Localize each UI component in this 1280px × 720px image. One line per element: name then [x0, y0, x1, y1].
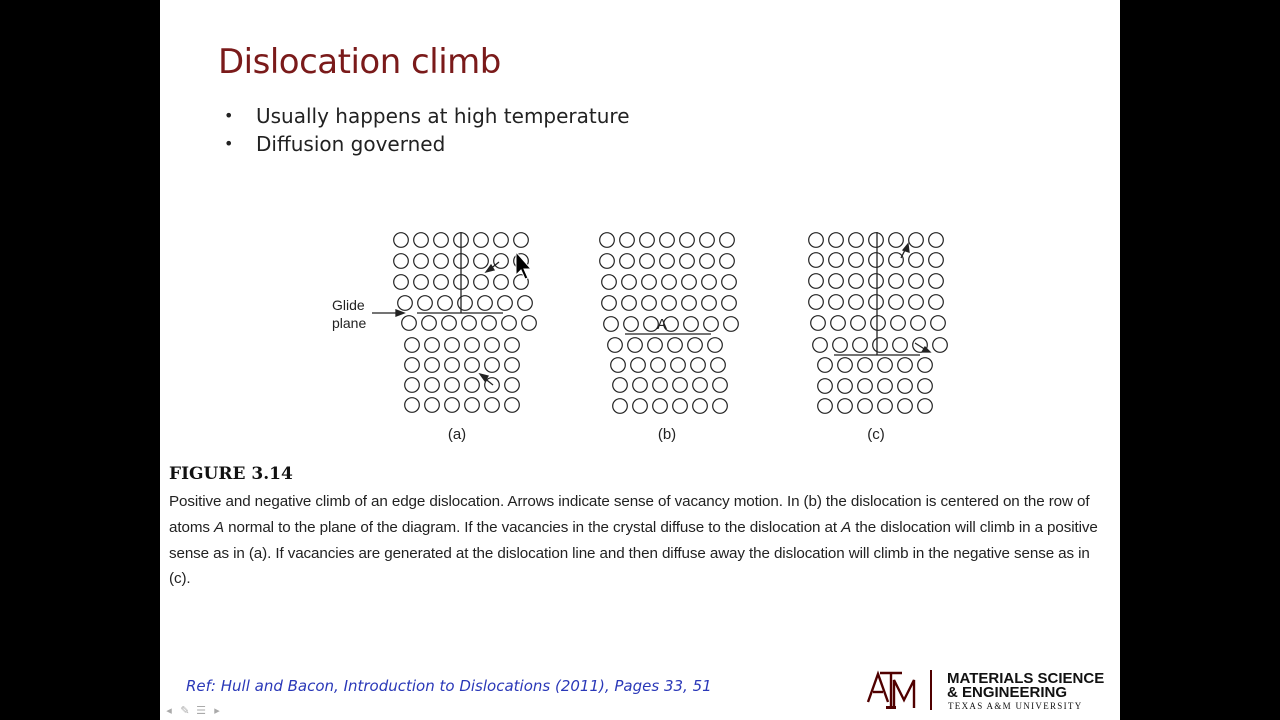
atom	[849, 274, 864, 289]
atom	[909, 274, 924, 289]
atom	[889, 295, 904, 310]
atom	[662, 296, 677, 311]
atom	[514, 233, 529, 248]
atom	[505, 358, 520, 373]
atom	[933, 338, 948, 353]
atom	[405, 378, 420, 393]
atom-a-label: A	[656, 316, 668, 333]
panel-label-c: (c)	[867, 426, 885, 443]
atom	[640, 233, 655, 248]
logo-text: MATERIALS SCIENCE	[947, 670, 1105, 687]
atom	[691, 358, 706, 373]
atom	[849, 233, 864, 248]
atom	[929, 253, 944, 268]
atom	[724, 317, 739, 332]
atom	[838, 379, 853, 394]
atom	[405, 338, 420, 353]
next-slide-icon[interactable]: ▸	[214, 704, 220, 717]
atom	[693, 378, 708, 393]
atom	[858, 358, 873, 373]
atom	[891, 316, 906, 331]
atom	[869, 295, 884, 310]
atom	[918, 379, 933, 394]
atom	[673, 399, 688, 414]
atom	[651, 358, 666, 373]
atom	[648, 338, 663, 353]
glide-plane-label: Glide	[332, 297, 365, 313]
bullet-dot: •	[224, 134, 234, 153]
atom	[700, 254, 715, 269]
logo-text: & ENGINEERING	[947, 684, 1068, 701]
atom	[642, 275, 657, 290]
atom	[405, 398, 420, 413]
atom	[600, 254, 615, 269]
atom	[722, 296, 737, 311]
atom	[498, 296, 513, 311]
atom	[911, 316, 926, 331]
caption-text: normal to the plane of the diagram. If the vacancies in the crystal diffuse to the dislocation at	[224, 518, 842, 536]
atom	[704, 317, 719, 332]
atom	[518, 296, 533, 311]
atom	[422, 316, 437, 331]
atom	[485, 338, 500, 353]
reference-text: Ref: Hull and Bacon, Introduction to Dislocations (2011), Pages 33, 51	[186, 677, 712, 695]
atom	[620, 233, 635, 248]
atom	[878, 379, 893, 394]
atom	[631, 358, 646, 373]
atom	[871, 316, 886, 331]
atom	[482, 316, 497, 331]
figure-caption	[169, 489, 1113, 592]
atom	[602, 296, 617, 311]
atom	[829, 274, 844, 289]
atom	[465, 398, 480, 413]
bullet-text: Diffusion governed	[256, 132, 446, 156]
atom	[684, 317, 699, 332]
atom	[474, 233, 489, 248]
atom	[918, 399, 933, 414]
atom	[465, 378, 480, 393]
slide-nav-controls	[162, 704, 224, 718]
atom	[831, 316, 846, 331]
atom	[702, 275, 717, 290]
atom	[505, 338, 520, 353]
atom	[445, 338, 460, 353]
atom	[688, 338, 703, 353]
atom	[838, 399, 853, 414]
atom	[680, 233, 695, 248]
atom	[611, 358, 626, 373]
atom	[673, 378, 688, 393]
atom	[713, 399, 728, 414]
atom	[622, 296, 637, 311]
atom	[878, 358, 893, 373]
atom	[522, 316, 537, 331]
atom	[898, 379, 913, 394]
atom	[811, 316, 826, 331]
atom	[898, 358, 913, 373]
atom	[434, 233, 449, 248]
atom	[682, 275, 697, 290]
atom	[465, 358, 480, 373]
atom	[708, 338, 723, 353]
atom	[414, 275, 429, 290]
atom	[613, 399, 628, 414]
slide-title: Dislocation climb	[218, 42, 501, 82]
atom	[414, 254, 429, 269]
atom	[660, 233, 675, 248]
atom	[809, 233, 824, 248]
atom	[693, 399, 708, 414]
atom	[809, 295, 824, 310]
atom	[600, 233, 615, 248]
atom	[720, 233, 735, 248]
atom	[425, 358, 440, 373]
atom	[818, 379, 833, 394]
atom	[898, 399, 913, 414]
atom	[809, 253, 824, 268]
atom	[642, 296, 657, 311]
atom	[633, 378, 648, 393]
menu-icon[interactable]: ☰	[196, 704, 206, 717]
atom	[929, 233, 944, 248]
atom	[889, 274, 904, 289]
atom	[442, 316, 457, 331]
atom	[474, 254, 489, 269]
panel-label-b: (b)	[657, 426, 677, 443]
atom	[702, 296, 717, 311]
atom	[494, 254, 509, 269]
atom	[889, 253, 904, 268]
atom	[640, 254, 655, 269]
atom	[713, 378, 728, 393]
glide-plane-arrowhead	[396, 310, 404, 316]
caption-atom-label: A	[213, 518, 225, 536]
atom	[929, 274, 944, 289]
atom	[929, 295, 944, 310]
atom	[889, 233, 904, 248]
caption-text: Positive and negative climb of an edge dislocation. Arrows indicate sense of vacancy motion. In (b) the dislocation is centered on the row of atoms	[169, 493, 1090, 536]
atom	[858, 399, 873, 414]
atom	[711, 358, 726, 373]
atom	[622, 275, 637, 290]
atom	[608, 338, 623, 353]
atom	[505, 378, 520, 393]
atom	[918, 358, 933, 373]
atom	[893, 338, 908, 353]
atom	[624, 317, 639, 332]
atom	[722, 275, 737, 290]
atom	[838, 358, 853, 373]
atom	[931, 316, 946, 331]
caption-text: the dislocation will climb in a positive sense as in (a). If vacancies are generated at the dislocation line and then diffuse away the dislocation will climb in the negative sense as in (c).	[169, 518, 1098, 588]
atom	[813, 338, 828, 353]
atom	[465, 338, 480, 353]
vacancy-arrowhead	[486, 265, 494, 272]
atom	[653, 399, 668, 414]
dislocation-figure	[160, 0, 1120, 460]
atom	[671, 358, 686, 373]
atom	[829, 233, 844, 248]
atom	[829, 253, 844, 268]
atom	[602, 275, 617, 290]
atom	[604, 317, 619, 332]
atom	[909, 253, 924, 268]
atom	[851, 316, 866, 331]
atom	[682, 296, 697, 311]
atom	[478, 296, 493, 311]
pen-icon[interactable]: ✎	[180, 704, 190, 717]
atom	[720, 254, 735, 269]
atom	[418, 296, 433, 311]
atom-lattice	[394, 233, 948, 414]
atom	[909, 233, 924, 248]
atom	[445, 378, 460, 393]
atom	[700, 233, 715, 248]
atom	[620, 254, 635, 269]
prev-slide-icon[interactable]: ◂	[166, 704, 172, 717]
atom	[628, 338, 643, 353]
atom	[829, 295, 844, 310]
logo-divider	[930, 670, 932, 710]
atom	[869, 274, 884, 289]
atom	[458, 296, 473, 311]
caption-atom-label: A	[841, 518, 852, 536]
atom	[474, 275, 489, 290]
atom	[445, 358, 460, 373]
atom	[445, 398, 460, 413]
atom	[869, 233, 884, 248]
atom	[394, 275, 409, 290]
atom	[438, 296, 453, 311]
atom	[849, 253, 864, 268]
atom	[662, 275, 677, 290]
panel-label-a: (a)	[447, 426, 467, 443]
atom	[402, 316, 417, 331]
atom	[873, 338, 888, 353]
atom	[494, 275, 509, 290]
atom	[633, 399, 648, 414]
slide	[160, 0, 1120, 720]
atm-logo-icon	[864, 668, 918, 714]
atom	[869, 253, 884, 268]
atom	[818, 399, 833, 414]
atom	[818, 358, 833, 373]
figure-number: FIGURE 3.14	[169, 464, 293, 484]
atom	[653, 378, 668, 393]
atom	[833, 338, 848, 353]
atom	[858, 379, 873, 394]
atom	[660, 254, 675, 269]
bullet-dot: •	[224, 106, 234, 125]
atom	[434, 275, 449, 290]
atom	[505, 398, 520, 413]
atom	[853, 338, 868, 353]
atom	[398, 296, 413, 311]
atom	[462, 316, 477, 331]
atom	[613, 378, 628, 393]
atom	[909, 295, 924, 310]
atom	[809, 274, 824, 289]
atom	[668, 338, 683, 353]
atom	[494, 233, 509, 248]
atom	[680, 254, 695, 269]
atom	[425, 398, 440, 413]
atom	[414, 233, 429, 248]
atom	[394, 254, 409, 269]
atom	[425, 338, 440, 353]
vacancy-arrowhead	[903, 244, 909, 252]
atom	[878, 399, 893, 414]
atom	[405, 358, 420, 373]
atom	[502, 316, 517, 331]
atom	[434, 254, 449, 269]
atom	[425, 378, 440, 393]
atom	[485, 358, 500, 373]
atom	[485, 398, 500, 413]
atom	[394, 233, 409, 248]
logo-text: TEXAS A&M UNIVERSITY	[948, 701, 1083, 711]
bullet-text: Usually happens at high temperature	[256, 104, 630, 128]
atom	[849, 295, 864, 310]
glide-plane-label: plane	[332, 315, 367, 331]
tamu-mse-logo	[864, 668, 1118, 714]
